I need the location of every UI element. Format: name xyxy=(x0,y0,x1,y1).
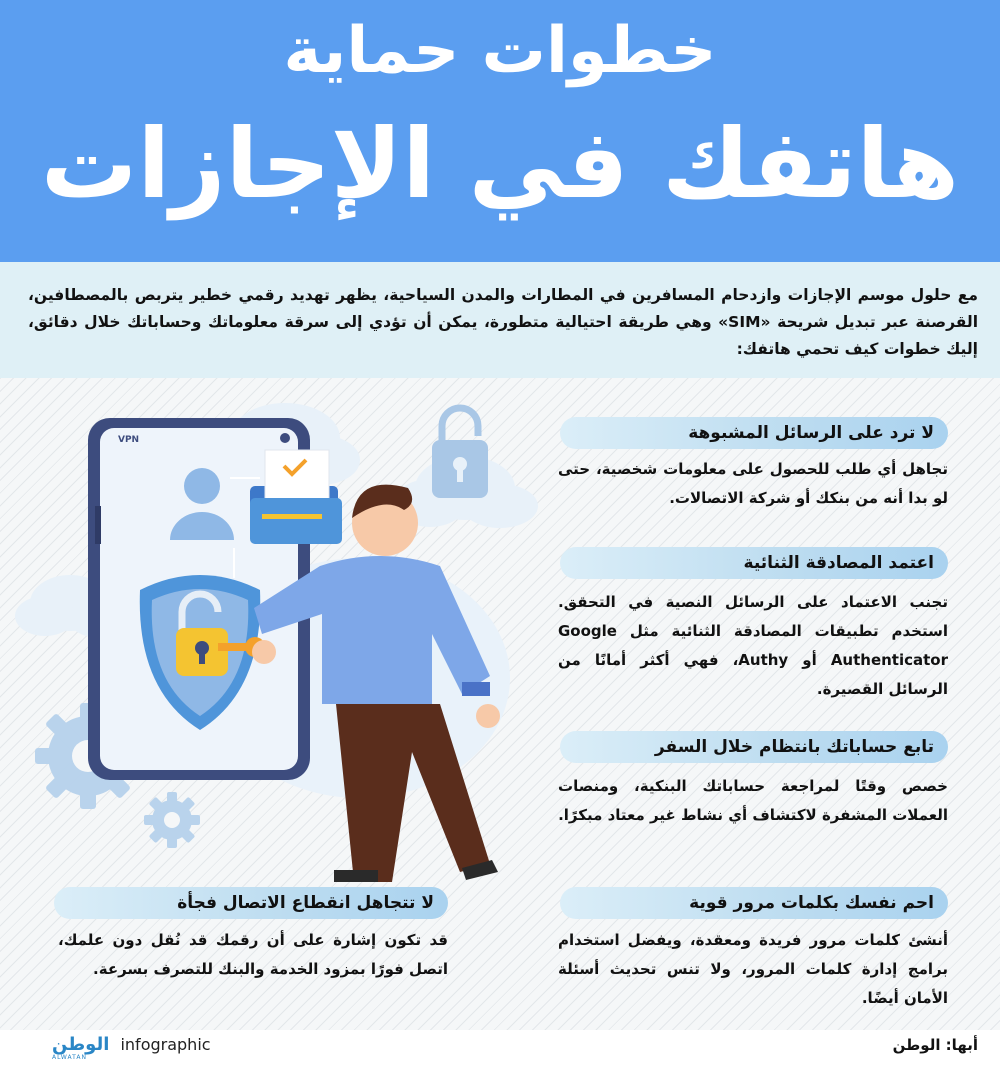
tip-2-text: تجنب الاعتماد على الرسائل النصية في التحقق. استخدم تطبيقات المصادقة الثنائية مثل Google Authenticator أو Authy، فهي أكثر أمانًا من الرسائل القصيرة. xyxy=(558,593,948,698)
tip-3-heading: تابع حساباتك بانتظام خلال السفر xyxy=(560,731,948,763)
title-line-2: هاتفك في الإجازات xyxy=(40,108,960,220)
intro-text: مع حلول موسم الإجازات وازدحام المسافرين في المطارات والمدن السياحية، يظهر تهديد رقمي خطير يتربص بالمصطافين، القرصنة عبر تبديل شريحة «SIM» وهي طريقة احتيالية متطورة، يمكن أن تؤدي إلى سرقة معلوماتك وحساباتك خلال دقائق، إليك خطوات كيف تحمي هاتفك: xyxy=(28,286,979,358)
tip-1-heading: لا ترد على الرسائل المشبوهة xyxy=(560,417,948,449)
vpn-label: VPN xyxy=(118,435,140,445)
tip-5-text: قد تكون إشارة على أن رقمك قد نُقل دون علمك، اتصل فورًا بمزود الخدمة والبنك للتصرف بسرعة. xyxy=(58,931,448,978)
brand-block xyxy=(52,1034,211,1060)
title-banner xyxy=(0,0,1000,262)
section-label: infographic xyxy=(120,1035,211,1054)
intro-section xyxy=(0,262,1000,378)
gear-icon xyxy=(144,792,200,848)
source-credit: أبها: الوطن xyxy=(892,1036,978,1054)
brand-sub: ALWATAN xyxy=(52,1054,87,1061)
tip-4-heading: احم نفسك بكلمات مرور قوية xyxy=(560,887,948,919)
brand-logo: الوطن xyxy=(52,1034,110,1055)
tip-5-heading: لا تتجاهل انقطاع الاتصال فجأة xyxy=(54,887,448,919)
footer xyxy=(0,1030,1000,1067)
tip-3-text: خصص وقتًا لمراجعة حساباتك البنكية، ومنصات العملات المشفرة لاكتشاف أي نشاط غير معتاد مبكرًا. xyxy=(558,777,948,824)
tip-2-heading: اعتمد المصادقة الثنائية xyxy=(560,547,948,579)
title-line-1: خطوات حماية xyxy=(283,14,717,88)
tip-1-text: تجاهل أي طلب للحصول على معلومات شخصية، حتى لو بدا أنه من بنكك أو شركة الاتصالات. xyxy=(558,460,948,507)
padlock-icon xyxy=(432,408,488,498)
tip-4-text: أنشئ كلمات مرور فريدة ومعقدة، ويفضل استخدام برامج إدارة كلمات المرور، ولا تنس تحديث أسئلة الأمان أيضًا. xyxy=(558,931,948,1007)
